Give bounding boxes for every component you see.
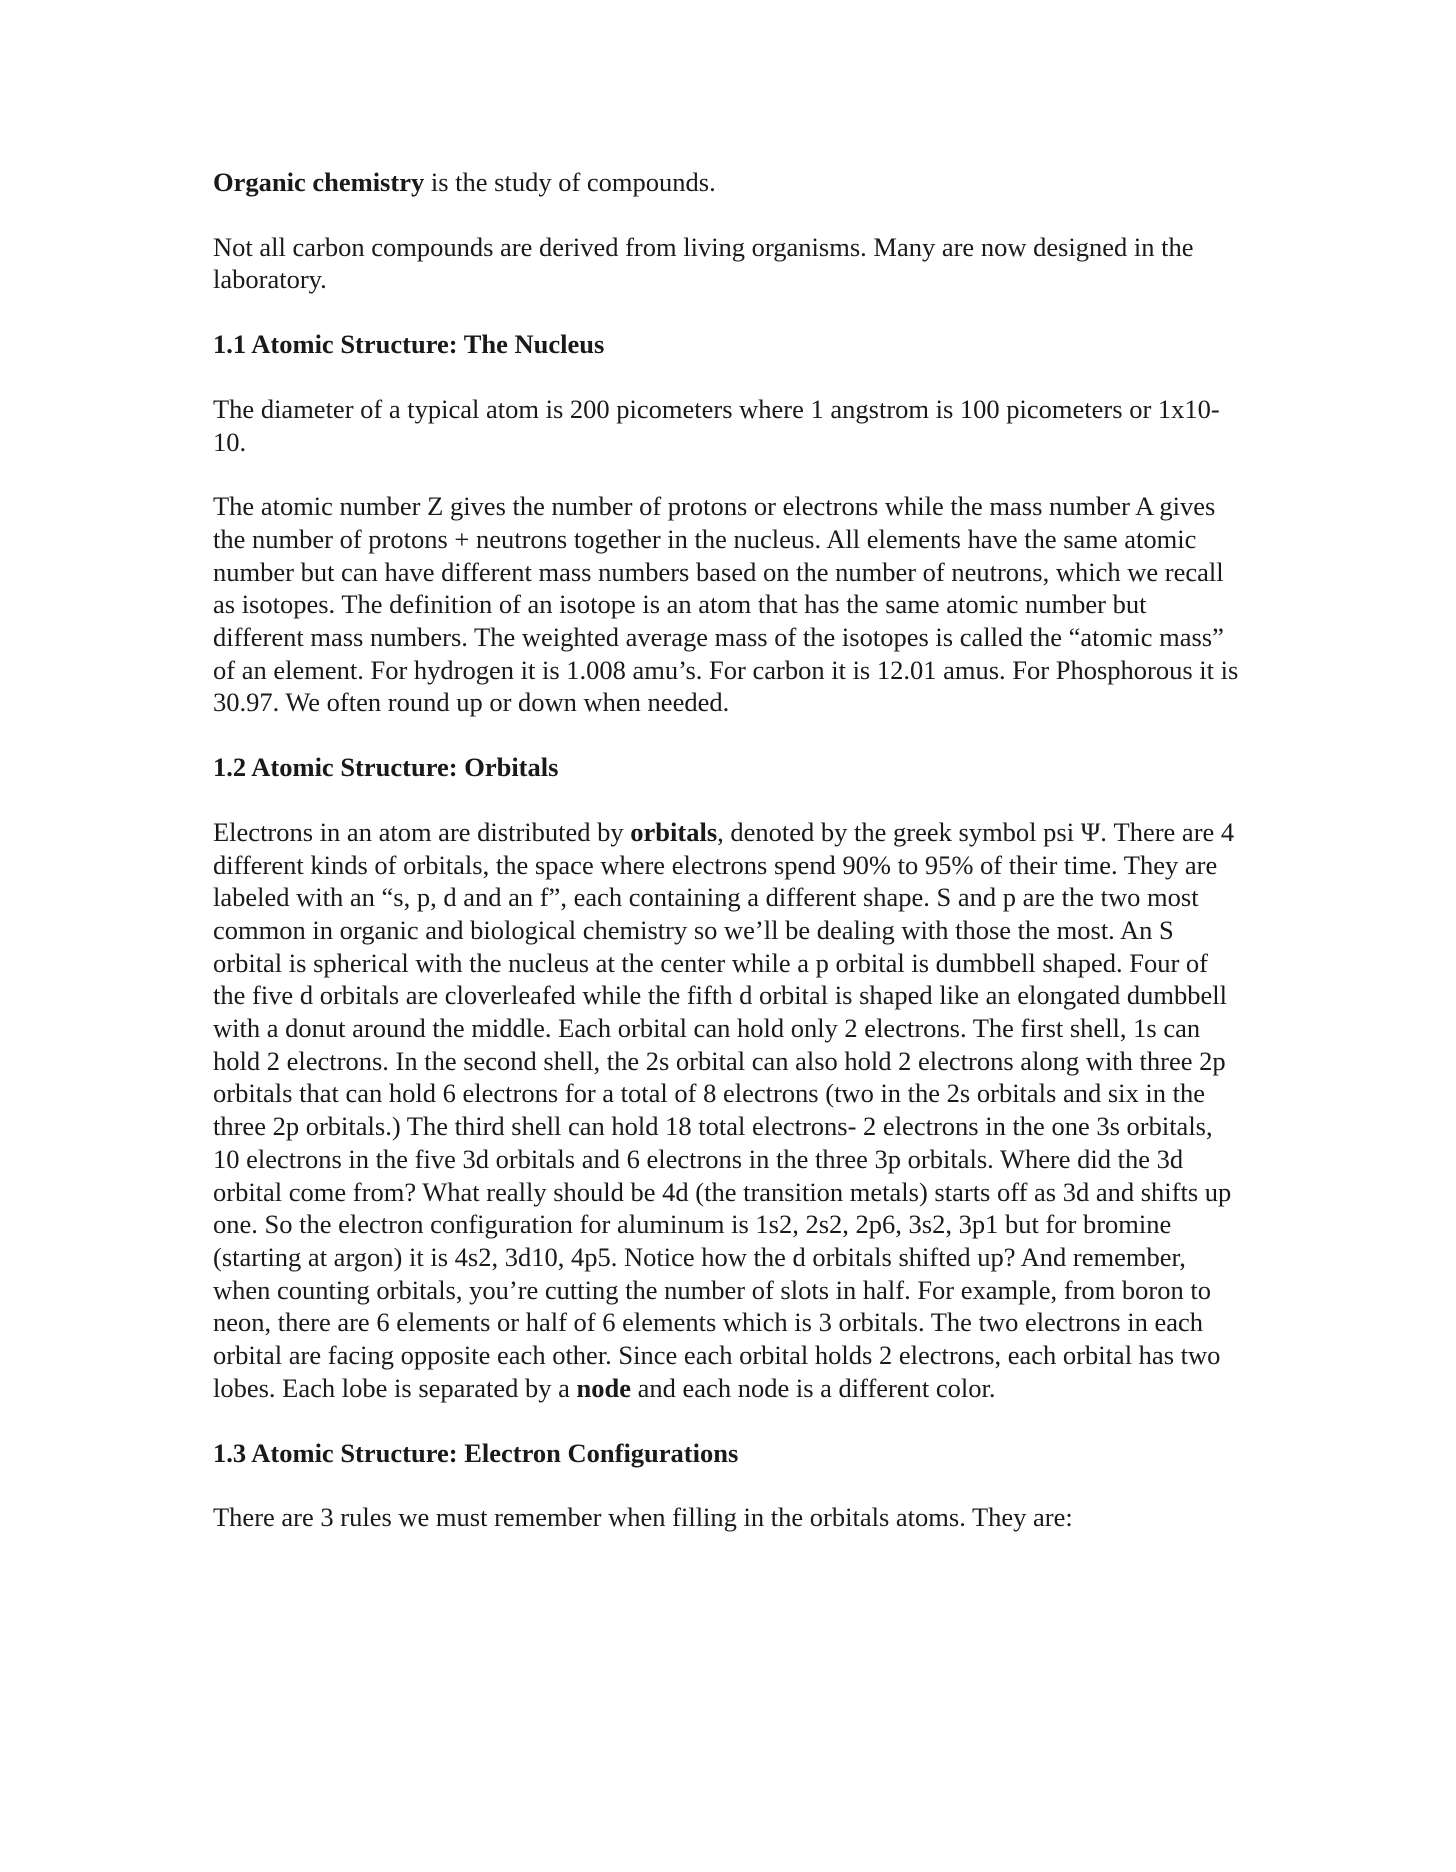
section-1-1-paragraph-2: The atomic number Z gives the number of protons or electrons while the mass number A gives the number of protons + neutrons together in the nucleus. All elements have the same atomic number but can have different mass numbers based on the number of neutrons, which we recall as isotopes. The definition of an isotope is an atom that has the same atomic number but different mass numbers. The weighted average mass of the isotopes is called the “atomic mass” of an element. For hydrogen it is 1.008 amu’s. For carbon it is 12.01 amus. For Phosphorous it is 30.97. We often round up or down when needed.: [213, 491, 1239, 718]
orbitals-text-start: Electrons in an atom are distributed by: [213, 816, 631, 847]
section-1-3-heading: 1.3 Atomic Structure: Electron Configurations: [213, 1437, 739, 1468]
term-orbitals: orbitals: [630, 816, 718, 847]
orbitals-text-body: , denoted by the greek symbol psi Ψ. There are 4 different kinds of orbitals, the space where electrons spend 90% to 95% of their time. They are labeled with an “s, p, d and an f”, each containing a different shape. S and p are the two most common in organic and biological chemistry so we’ll be dealing with those the most. An S orbital is spherical with the nucleus at the center while a p orbital is dumbbell shaped. Four of the five d orbitals are cloverleafed while the fifth d orbital is shaped like an elongated dumbbell with a donut around the middle. Each orbital can hold only 2 electrons. The first shell, 1s can hold 2 electrons. In the second shell, the 2s orbital can also hold 2 electrons along with three 2p orbitals that can hold 6 electrons for a total of 8 electrons (two in the 2s orbitals and six in the three 2p orbitals.) The third shell can hold 18 total electrons- 2 electrons in the one 3s orbitals, 10 electrons in the five 3d orbitals and 6 electrons in the three 3p orbitals. Where did the 3d orbital come from? What really should be 4d (the transition metals) starts off as 3d and shifts up one. So the electron configuration for aluminum is 1s2, 2s2, 2p6, 3s2, 3p1 but for bromine (starting at argon) it is 4s2, 3d10, 4p5. Notice how the d orbitals shifted up? And remember, when counting orbitals, you’re cutting the number of slots in half. For example, from boron to neon, there are 6 elements or half of 6 elements which is 3 orbitals. The two electrons in each orbital are facing opposite each other. Since each orbital holds 2 electrons, each orbital has two lobes. Each lobe is separated by a: [213, 816, 1235, 1403]
section-1-1-paragraph-1: The diameter of a typical atom is 200 picometers where 1 angstrom is 100 picometers or 1x10-10.: [213, 393, 1220, 457]
section-1-2-paragraph: [213, 816, 1243, 1405]
section-1-2-heading: 1.2 Atomic Structure: Orbitals: [213, 752, 559, 783]
intro-paragraph-1: [213, 166, 1243, 199]
intro-paragraph-1-text: is the study of compounds.: [424, 167, 716, 197]
orbitals-text-end: and each node is a different color.: [631, 1372, 996, 1403]
document-page: [213, 166, 1243, 1534]
term-node: node: [576, 1372, 632, 1403]
section-1-3-paragraph: There are 3 rules we must remember when filling in the orbitals atoms. They are:: [213, 1502, 1073, 1533]
intro-paragraph-2: Not all carbon compounds are derived from living organisms. Many are now designed in the laboratory.: [213, 231, 1194, 295]
term-organic-chemistry: Organic chemistry: [213, 167, 425, 197]
section-1-1-heading: 1.1 Atomic Structure: The Nucleus: [213, 329, 605, 360]
